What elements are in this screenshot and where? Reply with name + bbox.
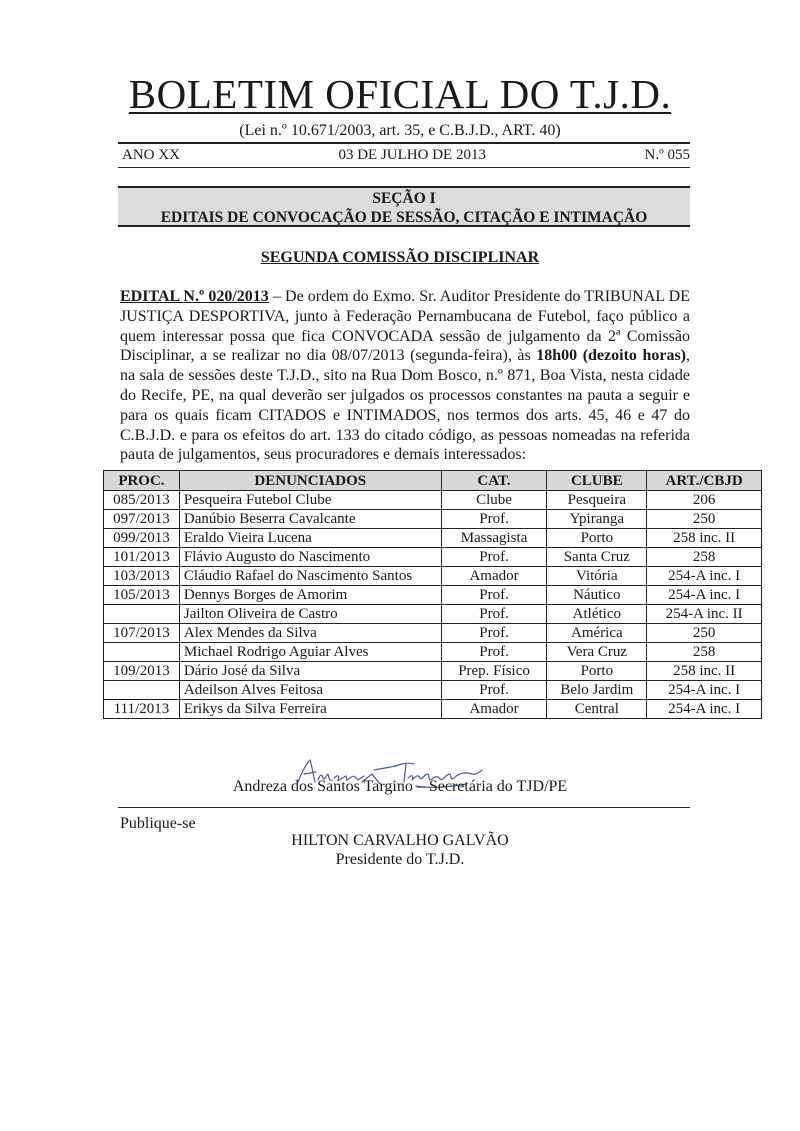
cell-art: 250 bbox=[647, 624, 762, 643]
cell-art: 254-A inc. I bbox=[647, 567, 762, 586]
president-role: Presidente do T.J.D. bbox=[335, 851, 465, 868]
cell-art: 254-A inc. II bbox=[647, 605, 762, 624]
cell-cat: Clube bbox=[441, 491, 547, 510]
cell-cat: Prep. Físico bbox=[441, 662, 547, 681]
cell-cat: Prof. bbox=[441, 510, 547, 529]
cell-clube: Porto bbox=[547, 662, 647, 681]
cell-proc: 111/2013 bbox=[104, 700, 180, 719]
cell-art: 258 bbox=[647, 548, 762, 567]
cell-cat: Prof. bbox=[441, 643, 547, 662]
cell-clube: Ypiranga bbox=[547, 510, 647, 529]
legal-reference: (Lei n.º 10.671/2003, art. 35, e C.B.J.D., ART. 40) bbox=[239, 122, 561, 139]
header-denunciados: DENUNCIADOS bbox=[179, 471, 441, 491]
table-row bbox=[104, 605, 762, 624]
edital-paragraph bbox=[120, 287, 690, 465]
commission-heading: SEGUNDA COMISSÃO DISCIPLINAR bbox=[260, 249, 540, 266]
cell-clube: Atlético bbox=[547, 605, 647, 624]
cell-denunciado: Adeilson Alves Feitosa bbox=[179, 681, 441, 700]
footer-rule bbox=[118, 807, 690, 808]
publique-label: Publique-se bbox=[120, 815, 196, 832]
cell-denunciado: Erikys da Silva Ferreira bbox=[179, 700, 441, 719]
cell-cat: Prof. bbox=[441, 681, 547, 700]
cell-denunciado: Dennys Borges de Amorim bbox=[179, 586, 441, 605]
cell-cat: Prof. bbox=[441, 548, 547, 567]
cell-art: 250 bbox=[647, 510, 762, 529]
cell-denunciado: Pesqueira Futebol Clube bbox=[179, 491, 441, 510]
cell-proc bbox=[104, 605, 180, 624]
cell-denunciado: Flávio Augusto do Nascimento bbox=[179, 548, 441, 567]
cell-art: 258 inc. II bbox=[647, 662, 762, 681]
cell-proc bbox=[104, 681, 180, 700]
issue-number: N.º 055 bbox=[644, 147, 690, 163]
table-row bbox=[104, 491, 762, 510]
issue-info-row bbox=[122, 147, 690, 164]
table-row bbox=[104, 567, 762, 586]
cell-denunciado: Cláudio Rafael do Nascimento Santos bbox=[179, 567, 441, 586]
cell-clube: Vitória bbox=[547, 567, 647, 586]
cell-cat: Amador bbox=[441, 700, 547, 719]
judgment-schedule-table bbox=[103, 470, 762, 719]
issue-date: 03 DE JULHO DE 2013 bbox=[338, 147, 486, 163]
table-row bbox=[104, 510, 762, 529]
page-title: BOLETIM OFICIAL DO T.J.D. bbox=[128, 71, 672, 117]
cell-proc: 101/2013 bbox=[104, 548, 180, 567]
table-row bbox=[104, 548, 762, 567]
cell-clube: Belo Jardim bbox=[547, 681, 647, 700]
header-cat: CAT. bbox=[441, 471, 547, 491]
cell-clube: Pesqueira bbox=[547, 491, 647, 510]
cell-denunciado: Jailton Oliveira de Castro bbox=[179, 605, 441, 624]
table-row bbox=[104, 662, 762, 681]
cell-proc: 105/2013 bbox=[104, 586, 180, 605]
cell-clube: Vera Cruz bbox=[547, 643, 647, 662]
cell-art: 258 inc. II bbox=[647, 529, 762, 548]
cell-clube: América bbox=[547, 624, 647, 643]
cell-denunciado: Danúbio Beserra Cavalcante bbox=[179, 510, 441, 529]
cell-clube: Náutico bbox=[547, 586, 647, 605]
cell-art: 254-A inc. I bbox=[647, 681, 762, 700]
header-rule-top bbox=[118, 142, 690, 144]
section-banner bbox=[118, 186, 690, 227]
cell-clube: Porto bbox=[547, 529, 647, 548]
cell-cat: Prof. bbox=[441, 624, 547, 643]
cell-proc: 097/2013 bbox=[104, 510, 180, 529]
cell-clube: Central bbox=[547, 700, 647, 719]
cell-clube: Santa Cruz bbox=[547, 548, 647, 567]
cell-cat: Prof. bbox=[441, 586, 547, 605]
cell-proc: 107/2013 bbox=[104, 624, 180, 643]
cell-denunciado: Eraldo Vieira Lucena bbox=[179, 529, 441, 548]
cell-proc: 085/2013 bbox=[104, 491, 180, 510]
table-row bbox=[104, 529, 762, 548]
cell-proc: 099/2013 bbox=[104, 529, 180, 548]
cell-art: 258 bbox=[647, 643, 762, 662]
cell-proc bbox=[104, 643, 180, 662]
cell-denunciado: Michael Rodrigo Aguiar Alves bbox=[179, 643, 441, 662]
cell-denunciado: Dário José da Silva bbox=[179, 662, 441, 681]
cell-art: 206 bbox=[647, 491, 762, 510]
cell-cat: Amador bbox=[441, 567, 547, 586]
cell-proc: 109/2013 bbox=[104, 662, 180, 681]
cell-cat: Massagista bbox=[441, 529, 547, 548]
table-header-row bbox=[104, 471, 762, 491]
header-rule-bottom bbox=[118, 167, 690, 168]
table-row bbox=[104, 643, 762, 662]
cell-proc: 103/2013 bbox=[104, 567, 180, 586]
secretary-signature-line: Andreza dos Santos Targino – Secretária do TJD/PE bbox=[232, 778, 568, 795]
edital-label: EDITAL N.º 020/2013 bbox=[120, 288, 269, 305]
table-row bbox=[104, 624, 762, 643]
table-row bbox=[104, 681, 762, 700]
header-clube: CLUBE bbox=[547, 471, 647, 491]
issue-year: ANO XX bbox=[122, 147, 180, 163]
cell-art: 254-A inc. I bbox=[647, 700, 762, 719]
section-subtitle: EDITAIS DE CONVOCAÇÃO DE SESSÃO, CITAÇÃO E INTIMAÇÃO bbox=[160, 209, 648, 226]
cell-cat: Prof. bbox=[441, 605, 547, 624]
table-row bbox=[104, 700, 762, 719]
header-art: ART./CBJD bbox=[647, 471, 762, 491]
cell-denunciado: Alex Mendes da Silva bbox=[179, 624, 441, 643]
header-proc: PROC. bbox=[104, 471, 180, 491]
session-time: 18h00 (dezoito horas) bbox=[536, 347, 686, 365]
edital-text-part-2: , na sala de sessões deste T.J.D., sito na Rua Dom Bosco, n.º 871, Boa Vista, nesta cidade do Recife, PE, na qual deverão ser julgados os processos constantes na pauta a seguir e para os quais ficam CITADOS e INTIMADOS, nos termos dos arts. 45, 46 e 47 do C.B.J.D. e para os efeitos do art. 133 do citado código, as pessoas nomeadas na referida pauta de julgamentos, seus procuradores e demais interessados: bbox=[120, 347, 690, 464]
table-row bbox=[104, 586, 762, 605]
section-title: SEÇÃO I bbox=[372, 190, 436, 207]
cell-art: 254-A inc. I bbox=[647, 586, 762, 605]
president-name: HILTON CARVALHO GALVÃO bbox=[291, 832, 509, 849]
edital-text-part-1: – De ordem do Exmo. Sr. Auditor Presidente do TRIBUNAL DE JUSTIÇA DESPORTIVA, junto à Federação Pernambucana de Futebol, faço público a quem interessar possa que fica CONVOCADA sessão de julgamento da 2ª Comissão Disciplinar, a se realizar no dia 08/07/2013 (segunda-feira), às bbox=[120, 288, 691, 365]
